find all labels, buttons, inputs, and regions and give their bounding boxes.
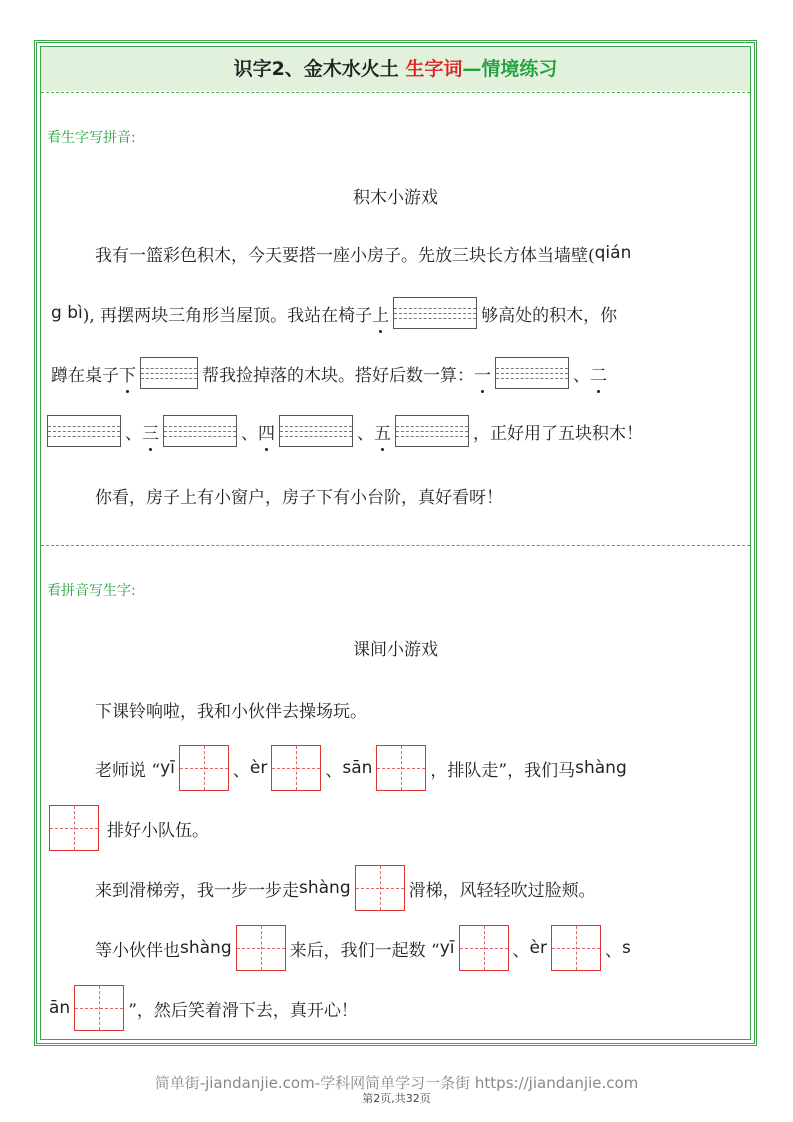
s1-char-wu: 五 [374, 419, 391, 444]
s1-line-5: 你看，房子上有小窗户，房子下有小台阶，真好看呀！ [95, 487, 503, 508]
char-grid-yi[interactable] [179, 745, 229, 791]
worksheet-inner-border [40, 46, 751, 1040]
s2-line-2-text-b: ，排队走”，我们马 [430, 760, 576, 781]
s2-pinyin-shang-1: shàng [575, 758, 627, 778]
s2-line-3 [49, 803, 744, 853]
s2-pinyin-er: èr [249, 758, 268, 778]
s2-line-4-text-b: 滑梯，风轻轻吹过脸颊。 [408, 880, 596, 901]
s1-line-4-sep-b: 、 [241, 423, 258, 444]
s1-line-2 [51, 291, 744, 335]
s1-line-4-text-d: ，正好用了五块积木！ [473, 423, 643, 444]
s1-line-4-sep-a: 、 [125, 423, 142, 444]
s1-line-4 [47, 409, 744, 453]
s2-line-4-text-a: 来到滑梯旁，我一步一步走 [95, 880, 299, 901]
s1-line-4-sep-c: 、 [357, 423, 374, 444]
s2-line-3-text: 排好小队伍。 [107, 820, 209, 841]
s1-line-2-text-a: ), 再摆两块三角形当屋顶。我站在椅子 [82, 305, 373, 326]
s2-line-5-text-b: 来后，我们一起数 “ [289, 940, 440, 961]
s1-line-3-text-a: 蹲在桌子 [51, 365, 119, 386]
pinyin-box-shang[interactable] [393, 297, 477, 329]
section1-title: 积木小游戏 [353, 188, 438, 208]
s1-char-er: 二 [590, 361, 607, 386]
s2-line-5 [51, 923, 744, 973]
s1-char-san: 三 [142, 419, 159, 444]
s2-pinyin-er-2: èr [529, 938, 547, 958]
s2-pinyin-yi-2: yī [439, 938, 455, 958]
s2-pinyin-san-2b: ān [49, 998, 71, 1018]
s2-line-5-text-a: 等小伙伴也 [95, 940, 180, 961]
pinyin-box-er[interactable] [47, 415, 121, 447]
char-grid-er[interactable] [271, 745, 321, 791]
s1-line-1-pinyin: qián [594, 243, 632, 263]
s2-pinyin-shang-3: shàng [180, 938, 232, 958]
s1-line-3-comma: 、 [573, 365, 590, 386]
char-grid-san[interactable] [376, 745, 426, 791]
char-grid-yi-2[interactable] [459, 925, 509, 971]
s1-line-2-text-b: 够高处的积木，你 [481, 305, 618, 326]
s2-line-6 [49, 983, 744, 1033]
s2-line-5-sep-1: 、 [512, 940, 530, 961]
footer-site: 简单街-jiandanjie.com-学科网简单学习一条街 https://jiandanjie.com [154, 1074, 639, 1092]
s1-line-3-text-b: 帮我捡掉落的木块。搭好后数一算： [202, 365, 474, 386]
header-title-lesson: 识字2、金木水火土 [233, 58, 406, 80]
char-grid-shang-1[interactable] [49, 805, 99, 851]
s2-pinyin-san-2a: s [621, 938, 631, 958]
s1-line-1 [51, 231, 744, 275]
s1-line-2-pinyin: g bì [51, 303, 83, 323]
char-grid-san-2[interactable] [74, 985, 124, 1031]
s2-pinyin-san: sān [342, 758, 373, 778]
char-grid-er-2[interactable] [551, 925, 601, 971]
divider-top [41, 92, 750, 93]
pinyin-box-san[interactable] [163, 415, 237, 447]
s2-line-4 [51, 863, 744, 913]
s1-line-3 [51, 351, 744, 395]
s1-char-yi: 一 [474, 361, 491, 386]
pinyin-box-si[interactable] [279, 415, 353, 447]
pinyin-box-xia[interactable] [140, 357, 198, 389]
pinyin-box-wu[interactable] [395, 415, 469, 447]
header-title-words: 生字词 [405, 58, 463, 80]
divider-middle [41, 545, 750, 546]
section2-label: 看拼音写生字: [47, 583, 136, 599]
s2-line-6-text-b: ”，然后笑着滑下去，真开心！ [128, 1000, 358, 1021]
s2-line-5-sep-2: 、 [604, 940, 622, 961]
s2-line-1: 下课铃响啦，我和小伙伴去操场玩。 [95, 701, 367, 722]
s2-line-2-sep-1: 、 [232, 760, 250, 781]
s2-pinyin-shang-2: shàng [299, 878, 351, 898]
char-grid-shang-3[interactable] [236, 925, 286, 971]
worksheet-header [41, 47, 750, 91]
s1-char-si: 四 [258, 419, 275, 444]
s2-line-2-sep-2: 、 [325, 760, 343, 781]
pinyin-box-yi[interactable] [495, 357, 569, 389]
s1-char-xia: 下 [119, 361, 136, 386]
s1-line-1-text: 我有一篮彩色积木，今天要搭一座小房子。先放三块长方体当墙壁( [95, 245, 595, 266]
char-grid-shang-2[interactable] [355, 865, 405, 911]
section2-title: 课间小游戏 [353, 640, 438, 660]
footer-page-number: 第2页,共32页 [362, 1092, 431, 1105]
s2-line-2 [51, 743, 744, 793]
header-title-practice: —情境练习 [462, 58, 558, 80]
worksheet-frame [34, 40, 757, 1046]
s1-char-shang: 上 [372, 301, 389, 326]
section1-label: 看生字写拼音: [47, 130, 136, 146]
s2-pinyin-yi: yī [160, 758, 175, 778]
s2-line-2-text-a: 老师说 “ [95, 760, 161, 781]
